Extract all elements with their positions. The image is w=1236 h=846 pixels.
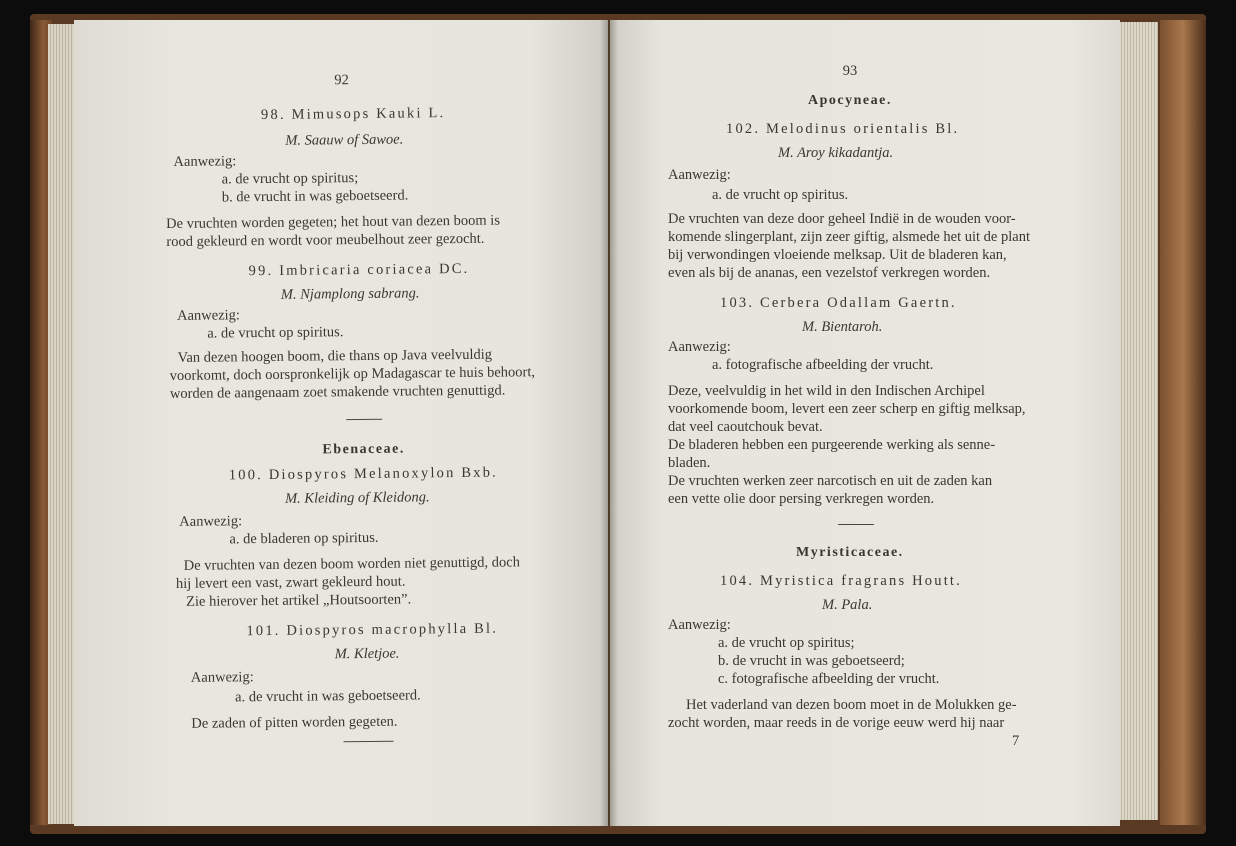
- entry-title: 99. Imbricaria coriacea DC.: [248, 260, 470, 280]
- body-text-line: zocht worden, maar reeds in de vorige eeuw werd hij naar: [668, 715, 1005, 731]
- body-text-line: voorkomende boom, levert een zeer scherp en giftig melksap,: [668, 401, 1026, 417]
- body-text-line: De zaden of pitten worden gegeten.: [191, 713, 398, 732]
- specimen-item: a. de vrucht in was geboetseerd.: [235, 687, 421, 706]
- body-text-line: komende slingerplant, zijn zeer giftig, alsmede het uit de plant: [668, 229, 1030, 245]
- body-text-line: een vette olie door persing verkregen worden.: [668, 491, 935, 507]
- signature-mark: 7: [1012, 733, 1020, 749]
- family-heading: Apocyneae.: [808, 93, 892, 108]
- body-text-line: bij verwondingen vloeiende melksap. Uit de bladeren kan,: [668, 247, 1007, 263]
- body-text-line: worden de aangenaam zoet smakende vruchten genuttigd.: [169, 382, 506, 403]
- malay-name: M. Bientaroh.: [802, 319, 883, 335]
- entry-title: 101. Diospyros macrophylla Bl.: [246, 620, 499, 640]
- body-text-line: De vruchten van deze door geheel Indië in de wouden voor-: [668, 211, 1016, 227]
- entry-title: 100. Diospyros Melanoxylon Bxb.: [228, 464, 499, 484]
- entry-title: 98. Mimusops Kauki L.: [260, 105, 446, 124]
- entry-title: 103. Cerbera Odallam Gaertn.: [720, 295, 957, 311]
- specimen-item: a. de vrucht op spiritus;: [718, 635, 855, 651]
- page-number: 93: [842, 63, 858, 79]
- malay-name: M. Aroy kikadantja.: [778, 145, 894, 161]
- body-text-line: De vruchten van dezen boom worden niet genuttigd, doch: [183, 554, 521, 574]
- malay-name: M. Kletjoe.: [334, 645, 400, 663]
- right-page: [610, 20, 1120, 826]
- section-divider: [838, 524, 874, 525]
- book-gutter: [600, 20, 618, 826]
- specimen-item: c. fotografische afbeelding der vrucht.: [718, 671, 940, 687]
- body-text-line: Deze, veelvuldig in het wild in den Indischen Archipel: [668, 383, 985, 399]
- malay-name: M. Njamplong sabrang.: [280, 285, 420, 303]
- aanwezig-label: Aanwezig:: [668, 167, 731, 183]
- aanwezig-label: Aanwezig:: [190, 669, 254, 686]
- malay-name: M. Saauw of Sawoe.: [285, 131, 404, 149]
- aanwezig-label: Aanwezig:: [668, 617, 731, 633]
- body-text-line: bladen.: [668, 455, 711, 471]
- malay-name: M. Kleiding of Kleidong.: [284, 489, 430, 507]
- body-text-line: even als bij de ananas, een vezelstof verkregen worden.: [668, 265, 991, 281]
- specimen-item: a. fotografische afbeelding der vrucht.: [712, 357, 934, 373]
- section-divider: [344, 741, 394, 743]
- entry-title: 104. Myristica fragrans Houtt.: [720, 573, 962, 589]
- body-text-line: Het vaderland van dezen boom moet in de Molukken ge-: [686, 697, 1017, 713]
- family-heading: Ebenaceae.: [322, 441, 405, 458]
- family-heading: Myristicaceae.: [796, 545, 904, 560]
- specimen-item: a. de bladeren op spiritus.: [229, 529, 379, 548]
- body-text-line: rood gekleurd en wordt voor meubelhout zeer gezocht.: [166, 230, 485, 251]
- aanwezig-label: Aanwezig:: [173, 153, 237, 170]
- body-text-line: hij levert een vast, zwart gekleurd hout.: [175, 573, 406, 592]
- body-text-line: De bladeren hebben een purgeerende werking als senne-: [668, 437, 996, 453]
- specimen-item: a. de vrucht op spiritus;: [221, 170, 359, 188]
- section-divider: [346, 419, 382, 420]
- body-text-line: Van dezen hoogen boom, die thans op Java veelvuldig: [177, 346, 493, 366]
- body-text-line: voorkomt, doch oorspronkelijk op Madagascar te huis behoort,: [169, 364, 536, 385]
- specimen-item: a. de vrucht op spiritus.: [207, 324, 344, 342]
- body-text-line: Zie hierover het artikel „Houtsoorten”.: [186, 591, 412, 610]
- specimen-item: a. de vrucht op spiritus.: [712, 187, 849, 203]
- specimen-item: b. de vrucht in was geboetseerd.: [221, 187, 409, 206]
- body-text-line: De vruchten worden gegeten; het hout van dezen boom is: [166, 212, 501, 233]
- specimen-item: b. de vrucht in was geboetseerd;: [718, 653, 905, 669]
- body-text-line: De vruchten werken zeer narcotisch en uit de zaden kan: [668, 473, 993, 489]
- entry-title: 102. Melodinus orientalis Bl.: [726, 121, 960, 137]
- aanwezig-label: Aanwezig:: [177, 307, 240, 324]
- book-cover-right: [1160, 20, 1206, 825]
- malay-name: M. Pala.: [822, 597, 873, 613]
- aanwezig-label: Aanwezig:: [179, 513, 243, 530]
- left-page: [74, 20, 608, 826]
- page-number: 92: [334, 72, 349, 89]
- body-text-line: dat veel caoutchouk bevat.: [668, 419, 823, 435]
- aanwezig-label: Aanwezig:: [668, 339, 731, 355]
